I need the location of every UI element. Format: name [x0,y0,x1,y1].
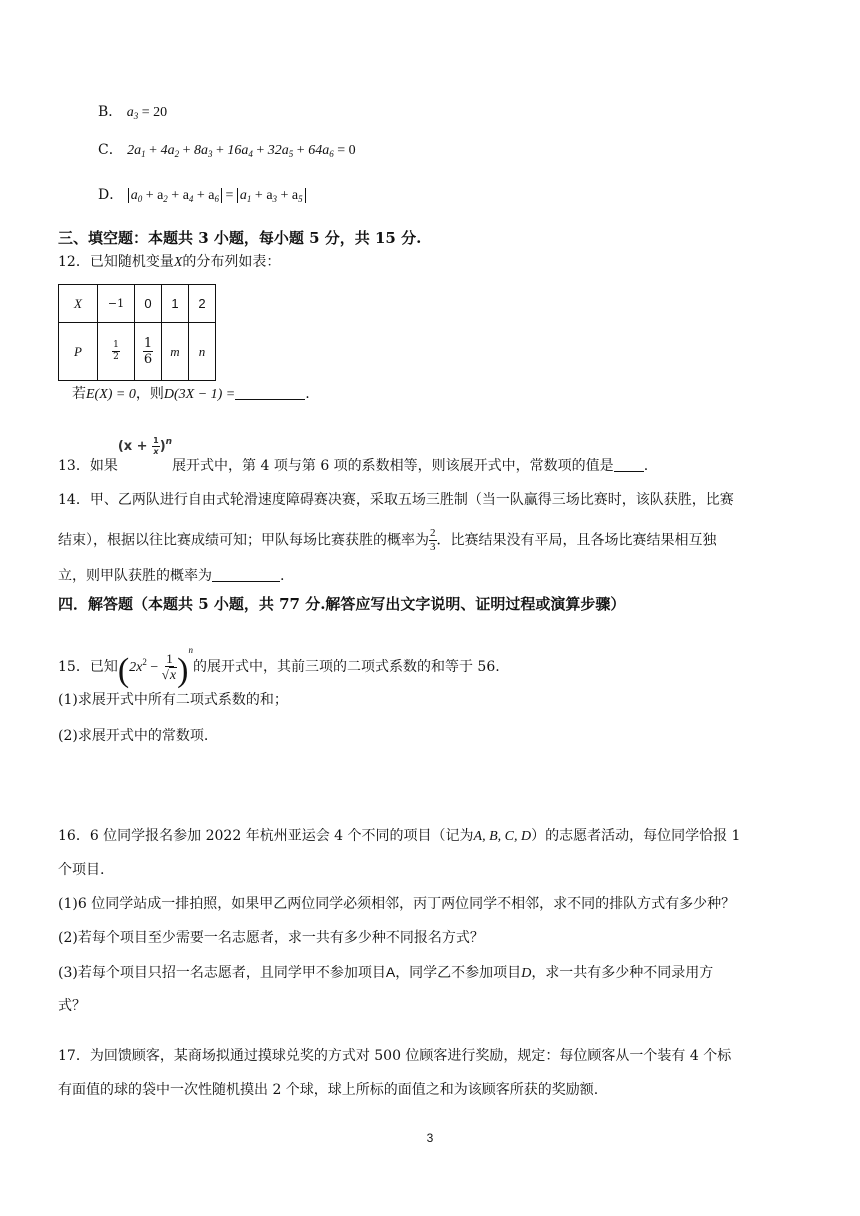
question-17-line-2: 有面值的球的袋中一次性随机摸出 2 个球，球上所标的面值之和为该顾客所获的奖励额. [58,1082,599,1098]
section-3-heading: 三、填空题：本题共 3 小题，每小题 5 分，共 15 分. [58,229,422,247]
question-16-part-2: (2)若每个项目至少需要一名志愿者，求一共有多少种不同报名方式？ [58,930,484,946]
option-c [98,140,356,164]
question-14-line-1: 14．甲、乙两队进行自由式轮滑速度障碍赛决赛，采取五场三胜制（当一队赢得三场比赛时，该队获胜，比赛 [58,492,734,508]
option-d-formula: $a_0 + a_2 + a_4 + a_6 = a_1 + a_3 + a_5$ [128,188,306,203]
question-15-part-2: (2)求展开式中的常数项. [58,728,209,744]
question-15: 15．已知($2x^2$ − $\frac{1}{√x}$ )$^n$的展开式中，其前三项的二项式系数的和等于 56. [58,645,500,689]
answer-blank-14[interactable] [212,567,280,582]
answer-blank-13[interactable] [614,457,644,472]
option-b-formula: $a_3 = 20$ [126,105,168,121]
question-13: 13．如果(x + $\frac{1}{x}$ )$^n$展开式中，第 4 项与第 6 项的系数相等，则该展开式中，常数项的值是 . [58,452,648,477]
table-cell-p: P [59,323,98,381]
q15-expression: ($2x^2$ − $\frac{1}{√x}$ )$^n$ [117,645,193,689]
table-cell-2: 2 [189,285,216,323]
table-cell-p-neg1: $\frac{1}{2}$ [98,323,135,381]
question-16-line-2: 个项目. [58,862,105,878]
table-cell-p-1: m [162,323,189,381]
question-16-line-1: 16．6 位同学报名参加 2022 年杭州亚运会 4 个不同的项目（记为A, B, C, D）的志愿者活动，每位同学恰报 1 [58,828,741,844]
option-c-label: C． [98,142,123,158]
q13-expression: (x + $\frac{1}{x}$ )$^n$ [117,436,173,456]
distribution-table [58,284,216,381]
option-b-label: B． [98,104,123,120]
question-12: 12．已知随机变量X的分布列如表： [58,254,281,270]
question-16-part-3: (3)若每个项目只招一名志愿者，且同学甲不参加项目A，同学乙不参加项目D，求一共有多少种不同录用方 [58,964,714,981]
question-17-line-1: 17．为回馈顾客，某商场拟通过摸球兑奖的方式对 500 位顾客进行奖励，规定：每位顾客从一个装有 4 个标 [58,1048,732,1064]
table-cell-1: 1 [162,285,189,323]
question-16-part-1: (1)6 位同学站成一排拍照，如果甲乙两位同学必须相邻，丙丁两位同学不相邻，求不同的排队方式有多少种？ [58,896,736,912]
option-d-label: D． [98,187,124,203]
question-14-line-2: 结束），根据以往比赛成绩可知；甲队每场比赛获胜的概率为 $\frac{2}{3}$ ．比赛结果没有平局，且各场比赛结果相互独 [58,527,717,553]
table-cell-0: 0 [135,285,162,323]
table-cell-p-0: $\frac{1}{6}$ [135,323,162,381]
question-14-line-3: 立，则甲队获胜的概率为 . [58,568,285,584]
option-b [98,102,167,126]
answer-blank-12[interactable] [235,385,305,400]
question-12-condition: 若E(X) = 0，则D(3X − 1) = . [72,386,310,402]
question-15-part-1: (1)求展开式中所有二项式系数的和； [58,692,288,708]
option-d [98,185,306,209]
section-4-heading: 四．解答题（本题共 5 小题，共 77 分.解答应写出文字说明、证明过程或演算步骤） [58,595,626,613]
option-c-formula: $2a_1 + 4a_2 + 8a_3 + 16a_4 + 32a_5 + 64a_6 = 0$ [127,143,356,159]
question-16-part-3-line-2: 式？ [58,998,86,1014]
page-number: 3 [426,1131,434,1145]
table-cell-x: X [59,285,98,323]
table-cell-p-2: n [189,323,216,381]
table-cell-neg1: −1 [98,285,135,323]
